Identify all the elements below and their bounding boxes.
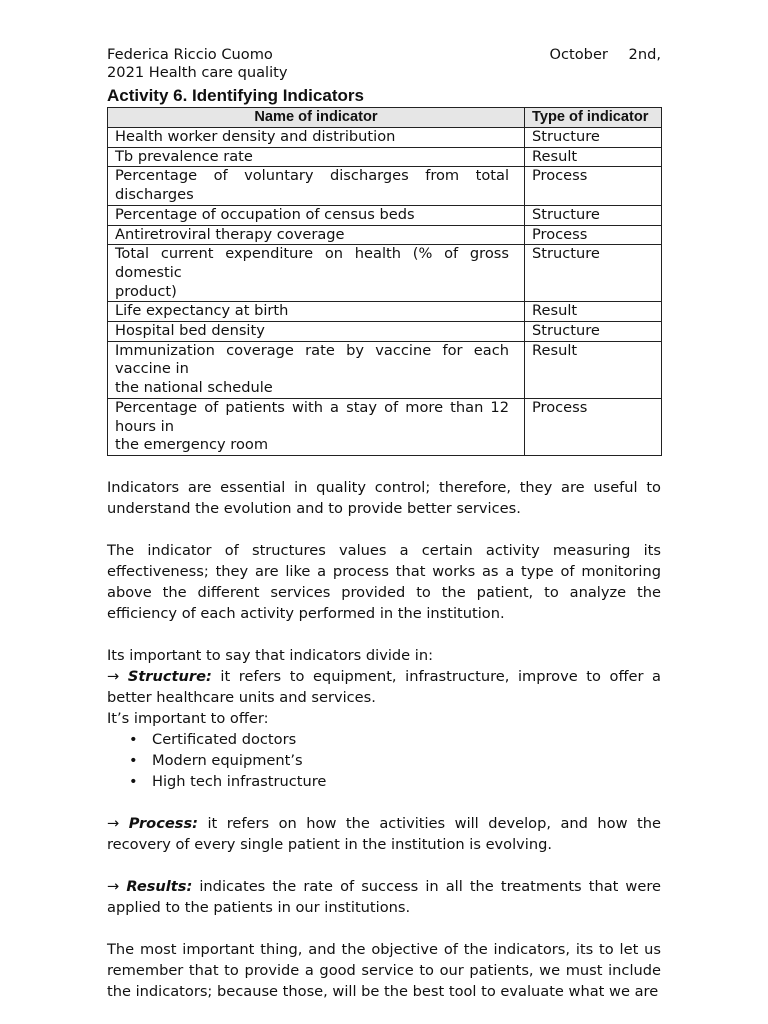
indicator-name-cell: Hospital bed density [108, 322, 525, 342]
table-header-row [108, 108, 662, 128]
indicator-name-cell: Percentage of voluntary discharges from total discharges [108, 167, 525, 205]
table-row [108, 302, 662, 322]
paragraph-intro: Indicators are essential in quality control; therefore, they are useful to understand the evolution and to provide better services. [107, 478, 661, 517]
table-row [108, 205, 662, 225]
list-item: • High tech infrastructure [152, 771, 661, 792]
indicator-type-cell: Result [525, 147, 662, 167]
column-header-name: Name of indicator [108, 108, 525, 128]
indicator-type-cell: Result [525, 302, 662, 322]
indicator-type-cell: Structure [525, 245, 662, 302]
document-header [107, 44, 661, 82]
header-course-line: 2021 Health care quality [107, 64, 288, 81]
table-body [108, 128, 662, 456]
document-page [107, 44, 661, 1002]
process-paragraph [107, 813, 661, 855]
indicator-type-cell: Process [525, 167, 662, 205]
table-row [108, 341, 662, 398]
indicator-name-cell: Immunization coverage rate by vaccine for each vaccine in the national schedule [108, 341, 525, 398]
paragraph-divide: Its important to say that indicators divide in: [107, 646, 433, 664]
table-row [108, 245, 662, 302]
offer-list [107, 729, 661, 792]
list-item: • Modern equipment’s [152, 750, 661, 771]
table-row [108, 147, 662, 167]
arrow-icon: → [107, 667, 120, 685]
indicator-name-cell: Life expectancy at birth [108, 302, 525, 322]
process-text: it refers on how the activities will develop, and how the recovery of every single patient in the institution is evolving. [107, 814, 661, 853]
results-text: indicates the rate of success in all the treatments that were applied to the patients in our institutions. [107, 877, 662, 916]
column-header-type: Type of indicator [525, 108, 662, 128]
indicator-name-cell: Percentage of patients with a stay of more than 12 hours in the emergency room [108, 398, 525, 455]
indicator-type-cell: Structure [525, 128, 662, 148]
indicator-name-cell: Tb prevalence rate [108, 147, 525, 167]
indicator-type-cell: Structure [525, 322, 662, 342]
document-date: October 2nd, [549, 46, 661, 63]
arrow-icon: → [107, 814, 120, 832]
author-name: Federica Riccio Cuomo [107, 46, 273, 63]
table-row [108, 128, 662, 148]
indicator-name-cell: Percentage of occupation of census beds [108, 205, 525, 225]
indicator-name-cell: Antiretroviral therapy coverage [108, 225, 525, 245]
table-row [108, 398, 662, 455]
table-row [108, 322, 662, 342]
offer-intro: It’s important to offer: [107, 709, 269, 727]
indicator-type-cell: Process [525, 225, 662, 245]
indicator-type-cell: Structure [525, 205, 662, 225]
structure-paragraph [107, 666, 661, 708]
indicator-type-cell: Process [525, 398, 662, 455]
structure-text: it refers to equipment, infrastructure, improve to offer a better healthcare units and services. [107, 667, 662, 706]
paragraph-structures: The indicator of structures values a certain activity measuring its effectiveness; they are like a process that works as a type of monitoring above the different services provided to the patient, to analyze the efficiency of each activity performed in the institution. [107, 541, 661, 622]
indicators-table [107, 107, 662, 456]
table-row [108, 167, 662, 205]
list-item: • Certificated doctors [152, 729, 661, 750]
process-keyword: Process: [128, 814, 198, 832]
structure-keyword: Structure: [127, 667, 212, 685]
results-keyword: Results: [126, 877, 193, 895]
indicator-name-cell: Total current expenditure on health (% of gross domestic product) [108, 245, 525, 302]
activity-title: Activity 6. Identifying Indicators [107, 86, 364, 105]
results-paragraph [107, 876, 661, 918]
table-row [108, 225, 662, 245]
indicator-name-cell: Health worker density and distribution [108, 128, 525, 148]
paragraph-conclusion: The most important thing, and the objective of the indicators, its to let us remember that to provide a good service to our patients, we must include the indicators; because those, will be the best tool to evaluate what we are [107, 940, 661, 1000]
indicator-type-cell: Result [525, 341, 662, 398]
arrow-icon: → [107, 877, 120, 895]
